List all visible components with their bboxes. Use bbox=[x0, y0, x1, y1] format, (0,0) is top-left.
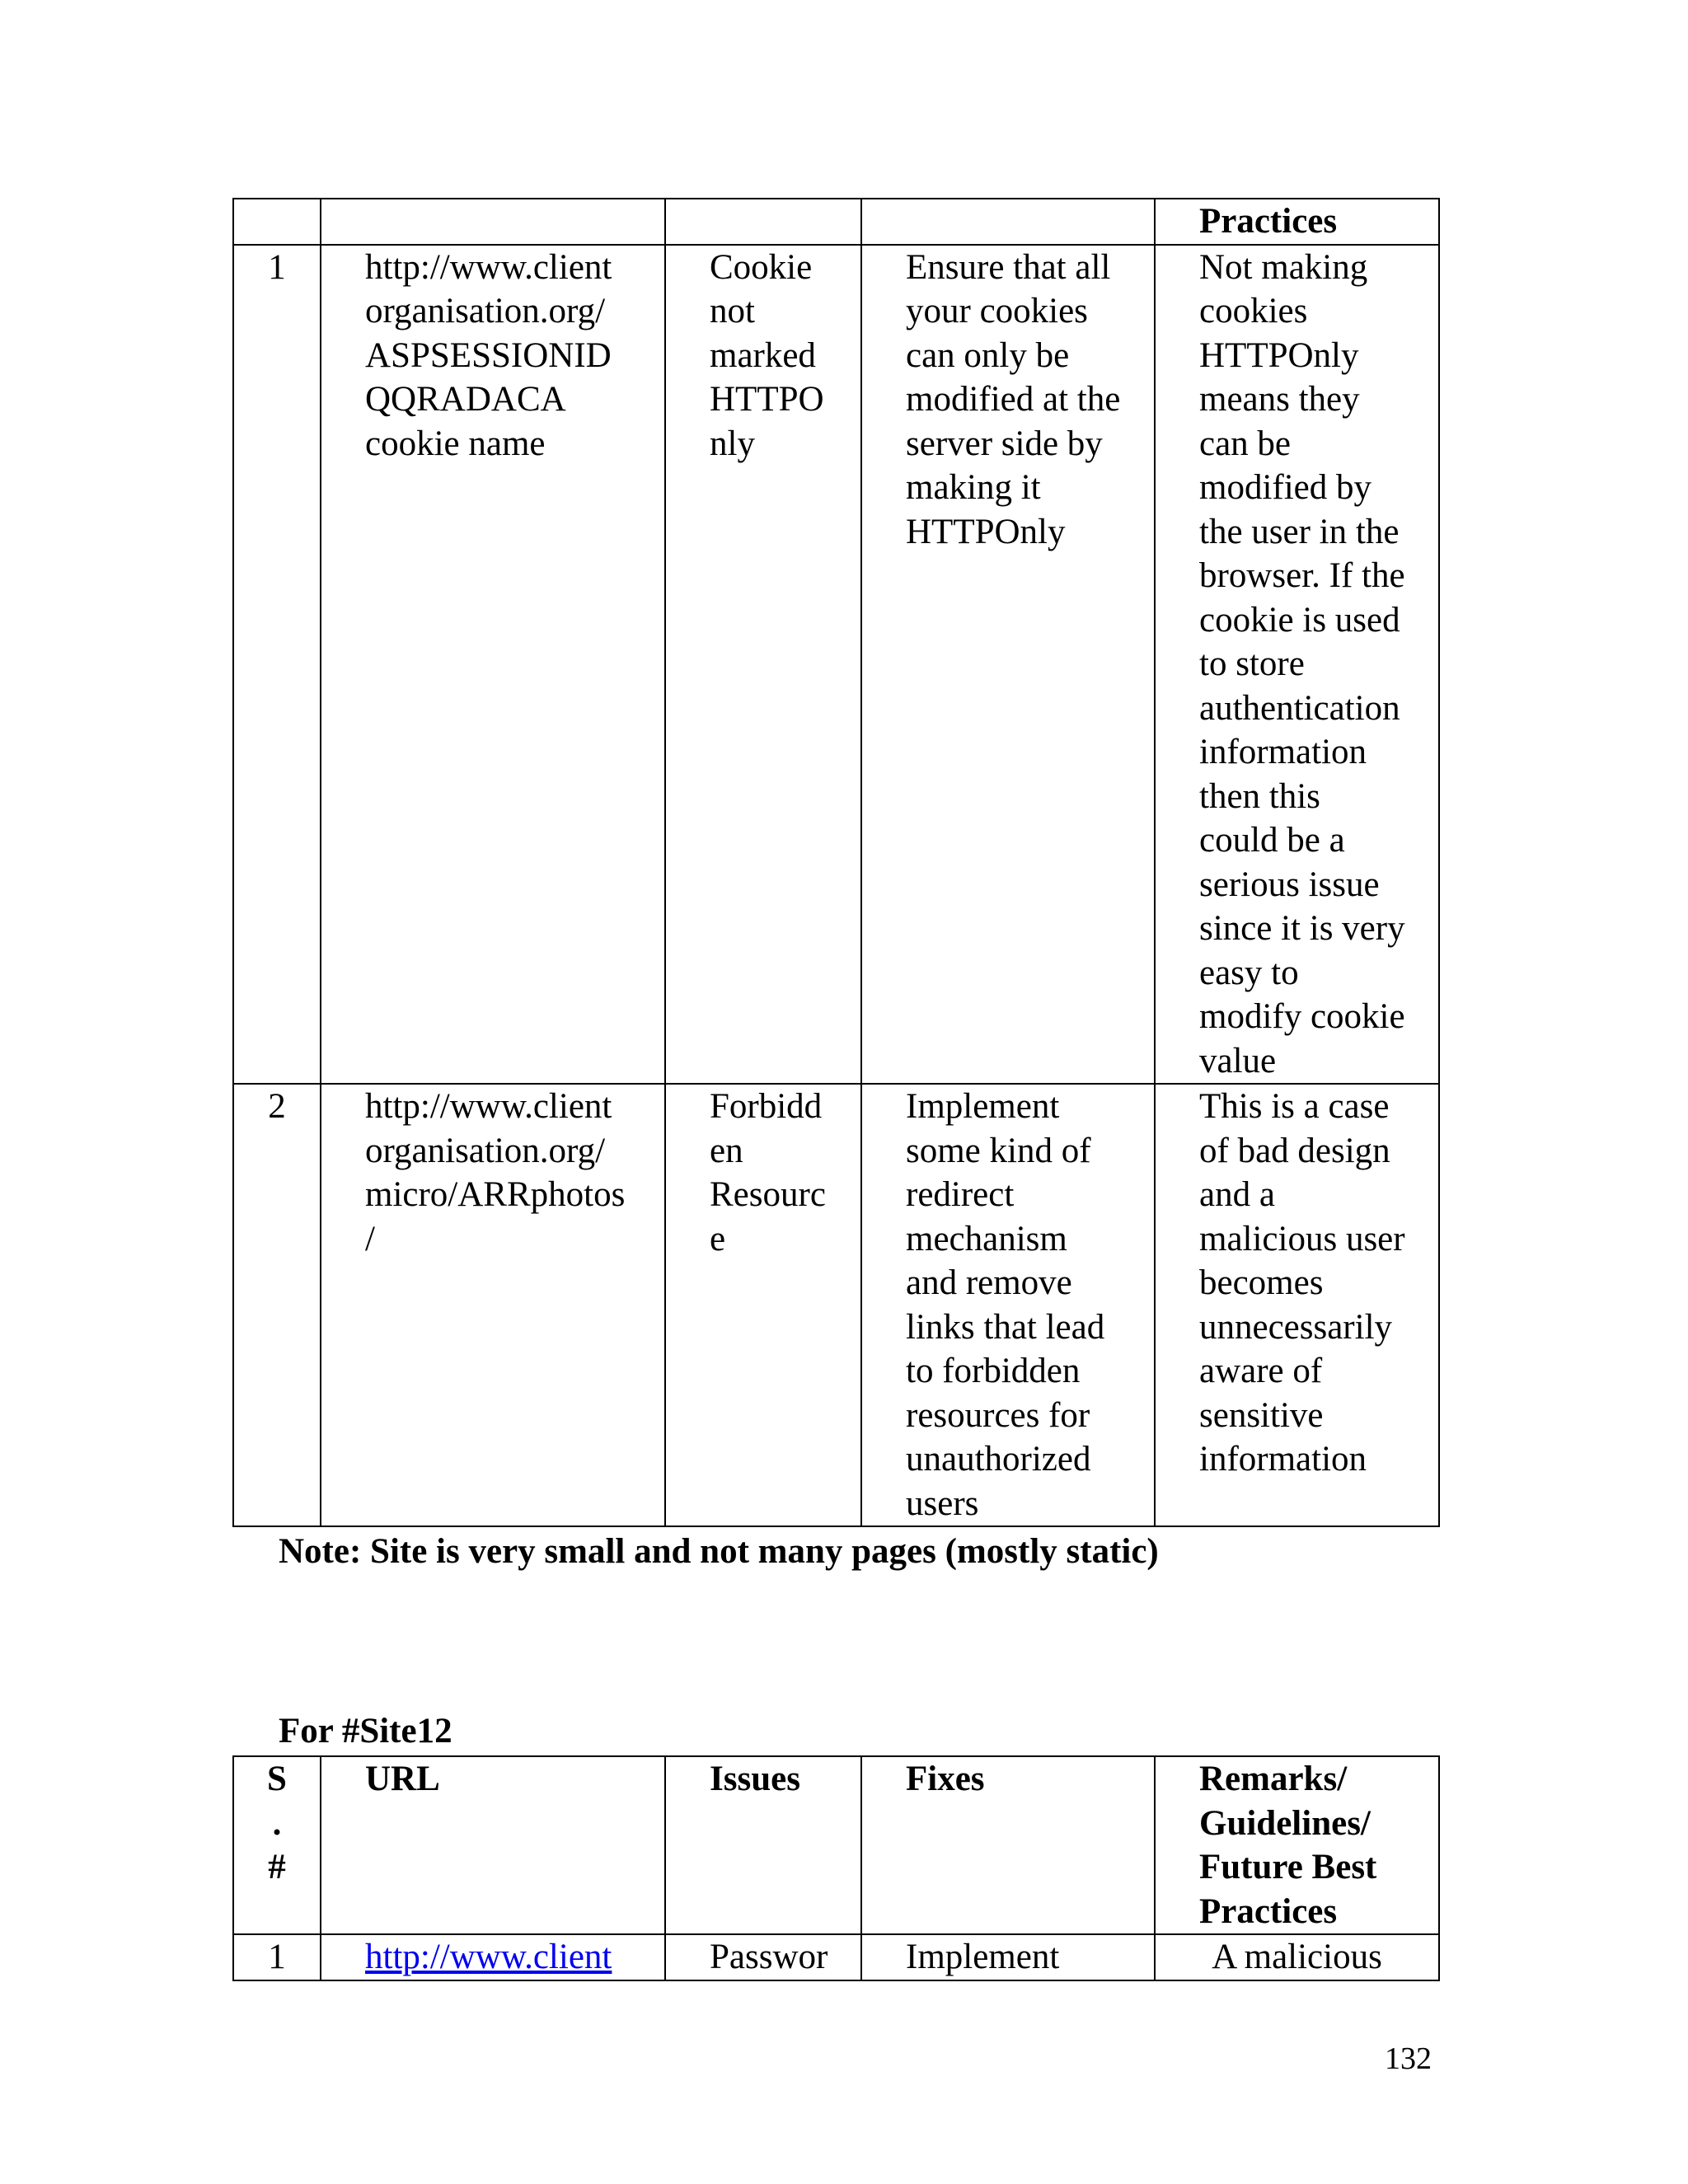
url-link[interactable]: http://www.client bbox=[365, 1938, 612, 1976]
table-header-row bbox=[233, 199, 1439, 245]
row-number: 2 bbox=[233, 1084, 321, 1526]
page-number: 132 bbox=[1385, 2041, 1432, 2076]
site-heading: For #Site12 bbox=[279, 1712, 452, 1750]
table-header-row bbox=[233, 1756, 1439, 1934]
header-cell-num bbox=[233, 199, 321, 245]
row-fix: Implement some kind of redirect mechanism and remove links that lead to forbidden resources for unauthorized users bbox=[861, 1084, 1155, 1526]
findings-table-continued bbox=[232, 198, 1440, 1527]
row-remarks: This is a case of bad design and a malicious user becomes unnecessarily aware of sensitive information bbox=[1155, 1084, 1439, 1526]
header-cell-issue: Issues bbox=[665, 1756, 861, 1934]
table-row bbox=[233, 245, 1439, 1085]
header-cell-remarks: Remarks/ Guidelines/ Future Best Practices bbox=[1155, 1756, 1439, 1934]
header-cell-fix: Fixes bbox=[861, 1756, 1155, 1934]
row-issue: Cookie not marked HTTPO nly bbox=[665, 245, 861, 1085]
row-issue: Passwor bbox=[665, 1934, 861, 1980]
row-url-cell bbox=[321, 1934, 665, 1980]
header-cell-fix bbox=[861, 199, 1155, 245]
header-cell-num: S . # bbox=[233, 1756, 321, 1934]
header-cell-url bbox=[321, 199, 665, 245]
header-cell-url: URL bbox=[321, 1756, 665, 1934]
table-row bbox=[233, 1934, 1439, 1980]
row-number: 1 bbox=[233, 245, 321, 1085]
row-issue: Forbidd en Resourc e bbox=[665, 1084, 861, 1526]
row-remarks: Not making cookies HTTPOnly means they can be modified by the user in the browser. If the cookie is used to store authentication information then this could be a serious issue since it is very easy to modify cookie value bbox=[1155, 245, 1439, 1085]
row-fix: Ensure that all your cookies can only be modified at the server side by making it HTTPOnly bbox=[861, 245, 1155, 1085]
header-cell-remarks: Practices bbox=[1155, 199, 1439, 245]
header-cell-issue bbox=[665, 199, 861, 245]
row-number: 1 bbox=[233, 1934, 321, 1980]
findings-table-site12 bbox=[232, 1755, 1440, 1981]
row-fix: Implement bbox=[861, 1934, 1155, 1980]
table-row bbox=[233, 1084, 1439, 1526]
site-note: Note: Site is very small and not many pages (mostly static) bbox=[279, 1532, 1159, 1571]
row-remarks: A malicious bbox=[1155, 1934, 1439, 1980]
row-url: http://www.client organisation.org/ micro/ARRphotos / bbox=[321, 1084, 665, 1526]
row-url: http://www.client organisation.org/ ASPSESSIONID QQRADACA cookie name bbox=[321, 245, 665, 1085]
